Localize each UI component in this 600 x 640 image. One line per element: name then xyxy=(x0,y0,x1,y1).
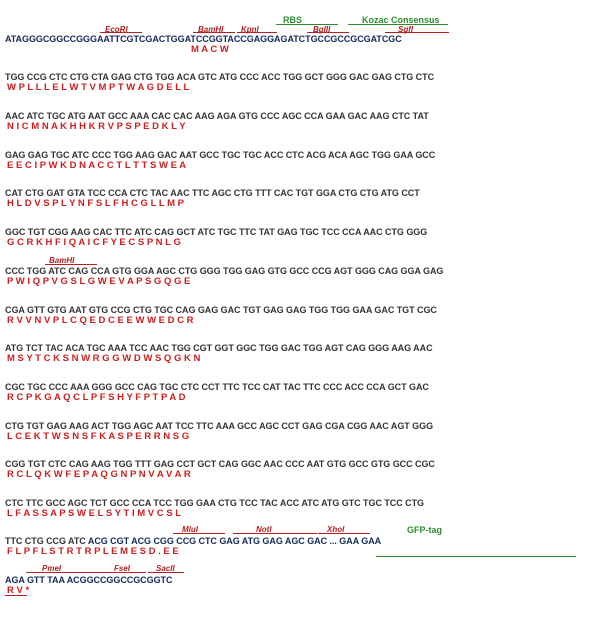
tail-dna-part-b: ACG CGT ACG CGG CCG CTC GAG ATG GAG AGC GAC ... GAA GAA xyxy=(87,536,382,546)
kpni-underline xyxy=(237,32,277,33)
tail-dna-row xyxy=(5,537,381,546)
sgfi-underline xyxy=(385,32,449,33)
dna-row-5: GGC TGT CGG AAG CAC TTC ATC CAG GCT ATC TGC TTC TAT GAG TGC TCC CCA AAC CTG GGG xyxy=(5,227,428,237)
aa-row-3: E E C I P W K D N A C C T L T T S W E A xyxy=(7,160,187,171)
aa-row-2: N I C M N A K H H K R V P S P E D K L Y xyxy=(7,121,186,132)
end-aa-row: R V * xyxy=(7,585,30,596)
fsei-underline xyxy=(108,572,146,573)
bamhi-underline xyxy=(193,32,235,33)
xhoi-underline xyxy=(318,533,370,534)
aa-row-12: L F A S S A P S W E L S Y T I M V C S L xyxy=(7,508,182,519)
aa-row-5: G C R K H F I Q A I C F Y E C S P N L G xyxy=(7,237,181,248)
aa-row-10: L C E K T W S N S F K A S P E R R N S G xyxy=(7,431,190,442)
noti-underline xyxy=(233,533,317,534)
gfp-tag-underline xyxy=(376,556,576,557)
mlui-underline xyxy=(173,533,225,534)
ecori-label: EcoRI xyxy=(105,25,128,34)
bamhi-label: BamHI xyxy=(198,25,224,34)
pmei-underline xyxy=(26,572,108,573)
xhoi-label: XhoI xyxy=(327,525,345,534)
aa-row-4: H L D V S P L Y N F S L F H C G L L M P xyxy=(7,198,185,209)
dna-row-4: CAT CTG GAT GTA TCC CCA CTC TAC AAC TTC AGC CTG TTT CAC TGT GGA CTG CTG ATG CCT xyxy=(5,188,420,198)
header-dna-sequence: ATAGGGCGGCCGGGAATTCGTCGACTGGATCCGGTACCGAGGAGATCTGCCGCCGCGATCGC xyxy=(5,34,402,44)
dna-row-11: CGG TGT CTC CAG AAG TGG TTT GAG CCT GCT CAG GGC AAC CCC AAT GTG GCC GTG GCC CGC xyxy=(5,459,435,469)
end-dna-row: AGA GTT TAA ACGGCCGGCCGCGGTC xyxy=(5,575,173,585)
stop-underline xyxy=(5,595,27,596)
bamhi-underline-2 xyxy=(45,264,97,265)
dna-row-3: GAG GAG TGC ATC CCC TGG AAG GAC AAT GCC TGC TGC ACC CTC ACG ACA AGC TGG GAA GCC xyxy=(5,150,436,160)
aa-row-6: P W I Q P V G S L G W E V A P S G Q G E xyxy=(7,276,191,287)
sacii-label: SacII xyxy=(156,564,175,573)
aa-row-11: R C L Q K W F E P A Q G N P N V A V A R xyxy=(7,469,191,480)
dna-row-12: CTC TTC GCC AGC TCT GCC CCA TCC TGG GAA CTG TCC TAC ACC ATC ATG GTC TGC TCC CTG xyxy=(5,498,425,508)
dna-row-6: CCC TGG ATC CAG CCA GTG GGA AGC CTG GGG TGG GAG GTG GCC CCG AGT GGG CAG GGA GAG xyxy=(5,266,444,276)
dna-row-9: CGC TGC CCC AAA GGG GCC CAG TGC CTC CCT TTC TCC CAT TAC TTC CCC ACC CCA GCT GAC xyxy=(5,382,429,392)
sacii-underline xyxy=(148,572,184,573)
dna-row-2: AAC ATC TGC ATG AAT GCC AAA CAC CAC AAG AGA GTG CCC AGC CCA GAA GAC AAG CTC TAT xyxy=(5,111,429,121)
kozac-label: Kozac Consensus xyxy=(362,15,440,25)
rbs-label: RBS xyxy=(283,15,303,25)
aa-row-1: W P L L L E L W T V M P T W A G D E L L xyxy=(7,82,190,93)
bglii-label: BglII xyxy=(313,25,331,34)
bglii-underline xyxy=(307,32,349,33)
tail-aa-row: F L P F L S T R T R P L E M E S D . E E xyxy=(7,546,179,557)
sgfi-label: SgfI xyxy=(398,25,414,34)
pmei-label: PmeI xyxy=(42,564,62,573)
aa-row-9: R C P K G A Q C L P F S H Y F P T P A D xyxy=(7,392,186,403)
aa-row-8: M S Y T C K S N W R G G W D W S Q G K N xyxy=(7,353,201,364)
fsei-label: FseI xyxy=(114,564,131,573)
dna-row-7: CGA GTT GTG AAT GTG CCG CTG TGC CAG GAG GAC TGT GAG GAG TGG TGG GAA GAC TGT CGC xyxy=(5,305,437,315)
bamhi-label-2: BamHI xyxy=(49,256,75,265)
header-aa-sequence: M A C W xyxy=(191,44,229,55)
dna-row-8: ATG TCT TAC ACA TGC AAA TCC AAC TGG CGT GGT GGC TGG GAC TGG AGT CAG GGG AAG AAC xyxy=(5,343,433,353)
dna-row-1: TGG CCG CTC CTG CTA GAG CTG TGG ACA GTC ATG CCC ACC TGG GCT GGG GAC GAG CTG CTC xyxy=(5,72,435,82)
noti-label: NotI xyxy=(256,525,272,534)
tail-dna-part-a: TTC CTG CCG ATC xyxy=(5,536,86,546)
gfp-tag-label: GFP-tag xyxy=(407,525,442,535)
dna-row-10: CTG TGT GAG AAG ACT TGG AGC AAT TCC TTC AAA GCC AGC CCT GAG CGA CGG AAC AGT GGG xyxy=(5,421,434,431)
aa-row-7: R V V N V P L C Q E D C E E W W E D C R xyxy=(7,315,194,326)
kpni-label: KpnI xyxy=(241,25,259,34)
mlui-label: MluI xyxy=(182,525,198,534)
ecori-underline xyxy=(100,32,142,33)
